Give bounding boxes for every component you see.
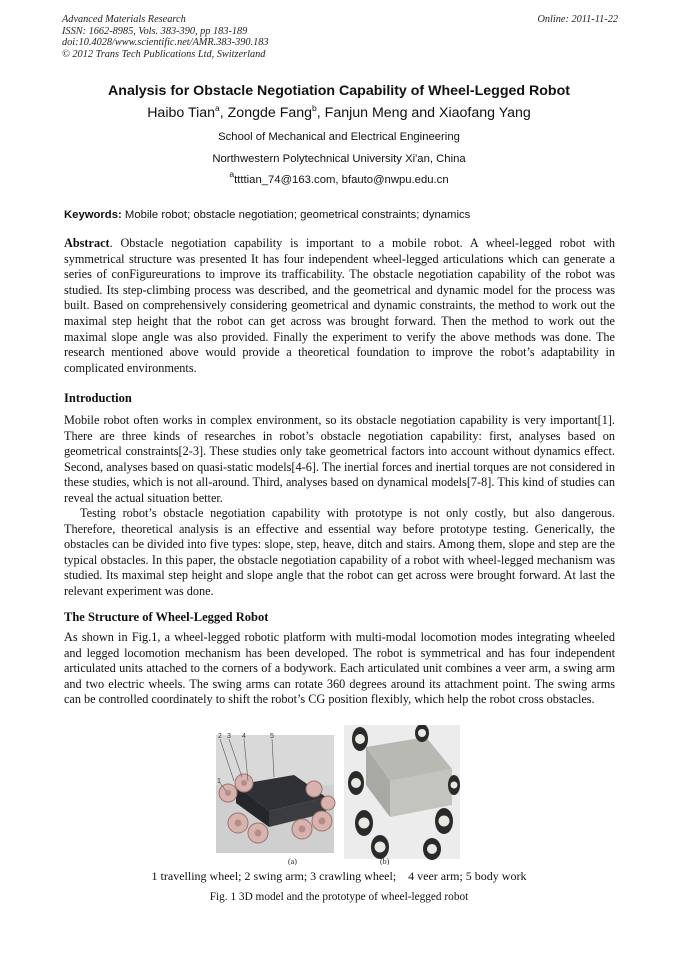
callout-5: 5: [270, 733, 274, 740]
abstract: [64, 236, 615, 376]
subfigure-label-b: (b): [380, 857, 390, 865]
affiliation-university: Northwestern Polytechnical University Xi'an, China: [212, 153, 466, 165]
online-date: Online: 2011-11-22: [537, 14, 618, 25]
author-emails: [40, 169, 638, 186]
section-heading-structure: The Structure of Wheel-Legged Robot: [64, 610, 269, 624]
intro-paragraph-2: Testing robot’s obstacle negotiation capability with prototype is not only costly, but also dangerous. Therefore, theoretical analysis is an effective and essential way before prototype testing. Generically, the obstacles can be divided into five types: slope, step, heave, ditch and stairs. Among them, slope and step are the typical obstacles. In this paper, the obstacle negotiation capability of a robot with wheel-legged mechanism was studied. Its maximal step height and slope angle that the robot can get across were brought forward. At last the relevant experiment was done.: [64, 506, 615, 598]
journal-header: [62, 14, 618, 60]
paper-title: Analysis for Obstacle Negotiation Capability of Wheel-Legged Robot: [108, 83, 570, 99]
keywords-text: Mobile robot; obstacle negotiation; geometrical constraints; dynamics: [121, 209, 471, 221]
keywords-label: Keywords:: [64, 209, 122, 221]
figure-1b-prototype-photo: [344, 725, 460, 860]
author-1-marker: a: [215, 103, 220, 113]
issn: ISSN: 1662-8985, Vols. 383-390, pp 183-189: [62, 25, 248, 37]
figure-legend: 1 travelling wheel; 2 swing arm; 3 crawling wheel; 4 veer arm; 5 body work: [151, 869, 527, 883]
author-list: [40, 105, 638, 121]
robot-figure-graphic: [214, 725, 462, 865]
figure-1: [214, 725, 462, 865]
keywords: [64, 209, 616, 221]
callout-4: 4: [242, 733, 246, 740]
section-heading-introduction: Introduction: [64, 391, 132, 405]
author-2-marker: b: [312, 103, 317, 113]
abstract-text: . Obstacle negotiation capability is important to a mobile robot. A wheel-legged robot with symmetrical structure was presented It has four independent wheel-legged articulations which can generate a series of conFigureurations to improve its trafficability. The obstacle negotiation capability of the robot was studied. Its step-climbing process was described, and the geometrical and dynamic model for the process was built. Based on comprehensively considering geometrical and dynamic constraints, the method to work out the maximal step height that the robot can get across was brought forward. Then the method to work out the maximal slope angle was also provided. Finally the experiment to verify the above methods was done. The research mentioned above would provide a theoretical foundation to improve the robot’s adaptability in complicated environments.: [64, 236, 615, 375]
structure-paragraph-1: As shown in Fig.1, a wheel-legged robotic platform with multi-modal locomotion modes integrating wheeled and legged locomotion mechanism has been developed. The robot is symmetrical and has four independent articulated units attached to the corners of a bodywork. Each articulated unit combines a veer arm, a swing arm and two electric wheels. The swing arms can rotate 360 degrees around its attachment point. The swing arms can be controlled coordinately to shift the robot’s CG position flexibly, which help the robot cross obstacles.: [64, 630, 615, 707]
callout-3: 3: [227, 733, 231, 740]
author-2: , Zongde Fang: [219, 105, 313, 121]
callout-2: 2: [218, 733, 222, 740]
email-marker: a: [229, 169, 235, 179]
intro-paragraph-1: Mobile robot often works in complex environment, so its obstacle negotiation capability is very important[1]. There are three kinds of researches in robot’s obstacle negotiation capability: first, analyses based on geometrical constraints[2-3]. These studies only take geometrical factors into account without dynamics effect. Second, analyses based on quasi-static models[4-6]. The inertial forces and inertial torques are not considered in these studies, which is not all-around. Third, analyses based on dynamical models[7-8]. This kind of studies can reveal the actual situation better.: [64, 413, 615, 505]
callout-1: 1: [217, 778, 221, 785]
abstract-label: Abstract: [64, 236, 110, 250]
email-list: ttttian_74@163.com, bfauto@nwpu.edu.cn: [234, 174, 449, 186]
copyright: © 2012 Trans Tech Publications Ltd, Switzerland: [62, 48, 266, 60]
doi: doi:10.4028/www.scientific.net/AMR.383-390.183: [62, 37, 269, 48]
affiliation-school: School of Mechanical and Electrical Engineering: [218, 131, 460, 143]
figure-1a-3d-model: [216, 733, 335, 853]
authors-rest: , Fanjun Meng and Xiaofang Yang: [316, 105, 531, 121]
journal-name: Advanced Materials Research: [62, 14, 186, 25]
figure-caption: Fig. 1 3D model and the prototype of wheel-legged robot: [209, 891, 469, 903]
author-1: Haibo Tian: [147, 105, 216, 121]
subfigure-label-a: (a): [288, 857, 297, 865]
